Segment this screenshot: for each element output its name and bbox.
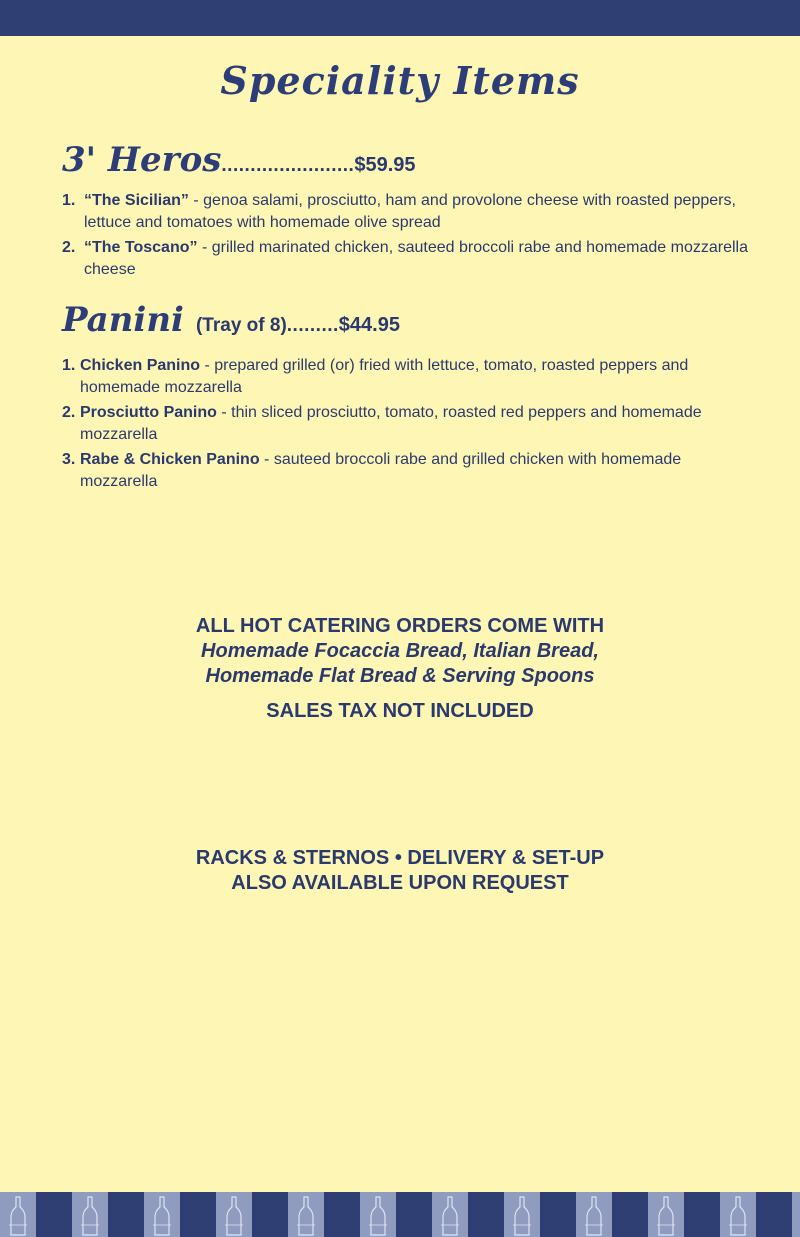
wine-bottle-icon	[36, 1192, 72, 1237]
item-number: 2.	[62, 239, 76, 256]
item-name: Prosciutto Panino	[80, 404, 217, 421]
item-name: Chicken Panino	[80, 357, 201, 374]
extras-notice	[0, 846, 800, 896]
notice-line-2: Homemade Focaccia Bread, Italian Bread,	[201, 640, 599, 662]
list-item	[62, 402, 762, 446]
item-name: “The Sicilian”	[84, 192, 189, 209]
item-description: - sauteed broccoli rabe and grilled chicken with homemade mozzarella	[80, 451, 682, 490]
item-description: - genoa salami, prosciutto, ham and provolone cheese with roasted peppers, lettuce and tomatoes with homemade olive spread	[84, 192, 736, 231]
heros-leader-dots: .......................	[221, 155, 355, 176]
list-item	[62, 355, 762, 399]
wine-bottle-icon	[684, 1192, 720, 1237]
item-number: 1.	[62, 357, 76, 374]
page-title: Speciality Items	[220, 58, 580, 103]
notice-line-1: ALL HOT CATERING ORDERS COME WITH	[195, 615, 605, 637]
wine-bottle-icon	[576, 1192, 612, 1237]
wine-bottle-icon	[360, 1192, 396, 1237]
heros-price: $59.95	[354, 154, 416, 176]
wine-bottle-icon	[108, 1192, 144, 1237]
wine-bottle-icon	[180, 1192, 216, 1237]
list-item	[62, 449, 762, 493]
bottom-border-band	[0, 1192, 800, 1237]
item-description: - prepared grilled (or) fried with lettuce, tomato, roasted peppers and homemade mozzarella	[80, 357, 689, 396]
wine-bottle-icon	[468, 1192, 504, 1237]
heros-section-header	[62, 140, 416, 180]
heros-title: 3' Heros	[62, 140, 222, 180]
wine-bottle-icon	[0, 1192, 36, 1237]
item-name: Rabe & Chicken Panino	[80, 451, 260, 468]
sales-tax-note: SALES TAX NOT INCLUDED	[266, 700, 534, 722]
item-number: 2.	[62, 404, 76, 421]
wine-bottle-icon	[792, 1192, 800, 1237]
wine-bottle-icon	[216, 1192, 252, 1237]
panini-section-header	[62, 300, 400, 340]
extras-line-2: ALSO AVAILABLE UPON REQUEST	[231, 872, 569, 894]
wine-bottle-icon	[612, 1192, 648, 1237]
item-description: - thin sliced prosciutto, tomato, roasted red peppers and homemade mozzarella	[80, 404, 702, 443]
wine-bottle-icon	[144, 1192, 180, 1237]
item-number: 1.	[62, 192, 76, 209]
panini-price: $44.95	[338, 314, 400, 336]
notice-line-3: Homemade Flat Bread & Serving Spoons	[205, 665, 595, 687]
wine-bottle-icon	[324, 1192, 360, 1237]
item-number: 3.	[62, 451, 76, 468]
wine-bottle-icon	[288, 1192, 324, 1237]
wine-bottle-icon	[72, 1192, 108, 1237]
wine-bottle-icon	[756, 1192, 792, 1237]
extras-line-1: RACKS & STERNOS • DELIVERY & SET-UP	[195, 847, 605, 869]
heros-item-list	[62, 190, 762, 284]
wine-bottle-icon	[648, 1192, 684, 1237]
wine-bottle-icon	[252, 1192, 288, 1237]
wine-bottle-icon	[720, 1192, 756, 1237]
item-name: “The Toscano”	[84, 239, 198, 256]
list-item	[62, 190, 762, 234]
panini-title: Panini	[62, 300, 184, 340]
wine-bottle-icon	[540, 1192, 576, 1237]
wine-bottle-icon	[432, 1192, 468, 1237]
list-item	[62, 237, 762, 281]
panini-item-list	[62, 355, 762, 496]
wine-bottle-icon	[396, 1192, 432, 1237]
wine-bottle-icon	[504, 1192, 540, 1237]
panini-leader-dots: .........	[286, 315, 339, 336]
item-description: - grilled marinated chicken, sauteed broccoli rabe and homemade mozzarella cheese	[84, 239, 749, 278]
top-border-band	[0, 0, 800, 36]
catering-notice	[0, 614, 800, 724]
panini-tray-note: (Tray of 8)	[195, 315, 287, 336]
